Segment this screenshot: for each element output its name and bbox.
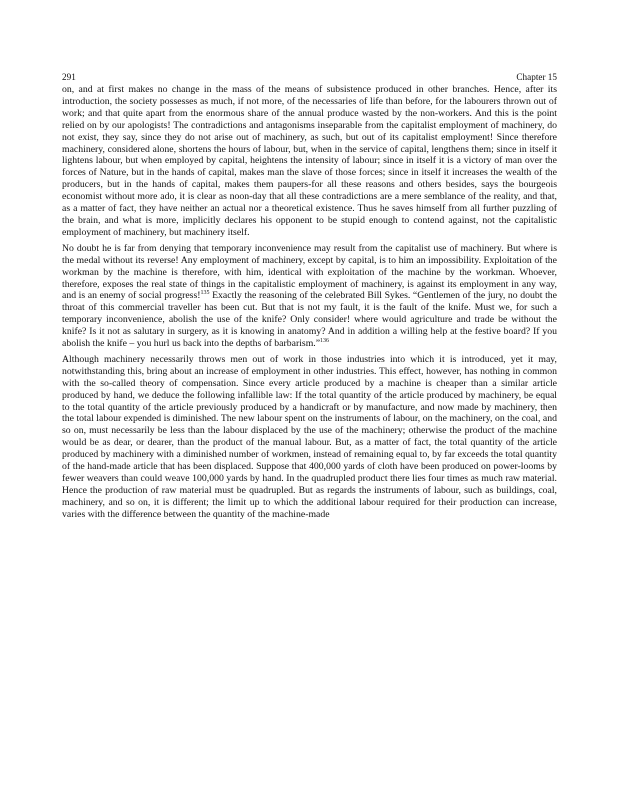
running-header xyxy=(62,72,557,84)
paragraph-2-text-b: Exactly the reasoning of the celebrated Bill Sykes. “Gentlemen of the jury, no doubt the throat of this commercial traveller has been cut. But that is not my fault, it is the fault of the knife. Must we, for such a temporary inconvenience, abolish the use of the knife? Only consider! where would agriculture and trade be without the knife? Is it not as salutary in surgery, as it is knowing in anatomy? And in addition a willing help at the festive board? If you abolish the knife – you hurl us back into the depths of barbarism.” xyxy=(62,290,557,350)
page-number: 291 xyxy=(62,72,76,82)
paragraph-2 xyxy=(62,243,557,350)
paragraph-3 xyxy=(62,354,557,521)
paragraph-2-text-a: No doubt he is far from denying that temporary inconvenience may result from the capitalist use of machinery. But where is the medal without its reverse! Any employment of machinery, except by capital, is to him an impossibility. Exploitation of the workman by the machine is therefore, with him, identical with exploitation of the machine by the workman. Whoever, therefore, exposes the real state of things in the capitalistic employment of machinery, is against its employment in any way, and is an enemy of social progress! xyxy=(62,242,557,302)
footnote-ref-135[interactable]: 135 xyxy=(200,290,210,297)
document-page xyxy=(62,72,557,525)
paragraph-3-text: Although machinery necessarily throws men out of work in those industries into which it is introduced, yet it may, notwithstanding this, bring about an increase of employment in other industries. This effect, however, has nothing in common with the so-called theory of compensation. Since every article produced by a machine is cheaper than a similar article produced by hand, we deduce the following infallible law: If the total quantity of the article produced by machinery, be equal to the total quantity of the article previously produced by a handicraft or by manufacture, and now made by machinery, then the total labour expended is diminished. The new labour spent on the instruments of labour, on the machinery, on the coal, and so on, must necessarily be less than the labour displaced by the use of the machinery; otherwise the product of the machine would be as dear, or dearer, than the product of the manual labour. But, as a matter of fact, the total quantity of the article produced by machinery with a diminished number of workmen, instead of remaining equal to, by far exceeds the total quantity of the hand-made article that has been displaced. Suppose that 400,000 yards of cloth have been produced on power-looms by fewer weavers than could weave 100,000 yards by hand. In the quadrupled product there lies four times as much raw material. Hence the production of raw material must be quadrupled. But as regards the instruments of labour, such as buildings, coal, machinery, and so on, it is different; the limit up to which the additional labour required for their production can increase, varies with the difference between the quantity of the machine-made xyxy=(62,353,557,520)
footnote-ref-136[interactable]: 136 xyxy=(320,338,330,345)
chapter-title: Chapter 15 xyxy=(516,72,557,82)
paragraph-1 xyxy=(62,84,557,239)
paragraph-1-text: on, and at first makes no change in the mass of the means of subsistence produced in other branches. Hence, after its introduction, the society possesses as much, if not more, of the necessaries of life than before, for the labourers thrown out of work; and that quite apart from the enormous share of the annual produce wasted by the non-workers. And this is the point relied on by our apologists! The contradictions and antagonisms inseparable from the capitalist employment of machinery, do not exist, they say, since they do not arise out of machinery, as such, but out of its capitalist employment! Since therefore machinery, considered alone, shortens the hours of labour, but, when in the service of capital, lengthens them; since in itself it lightens labour, but when employed by capital, heightens the intensity of labour; since in itself it is a victory of man over the forces of Nature, but in the hands of capital, makes man the slave of those forces; since in itself it increases the wealth of the producers, but in the hands of capital, makes them paupers-for all these reasons and others besides, says the bourgeois economist without more ado, it is clear as noon-day that all these contradictions are a mere semblance of the reality, and that, as a matter of fact, they have neither an actual nor a theoretical existence. Thus he saves himself from all further puzzling of the brain, and what is more, implicitly declares his opponent to be stupid enough to contend against, not the capitalistic employment of machinery, but machinery itself. xyxy=(62,84,557,238)
